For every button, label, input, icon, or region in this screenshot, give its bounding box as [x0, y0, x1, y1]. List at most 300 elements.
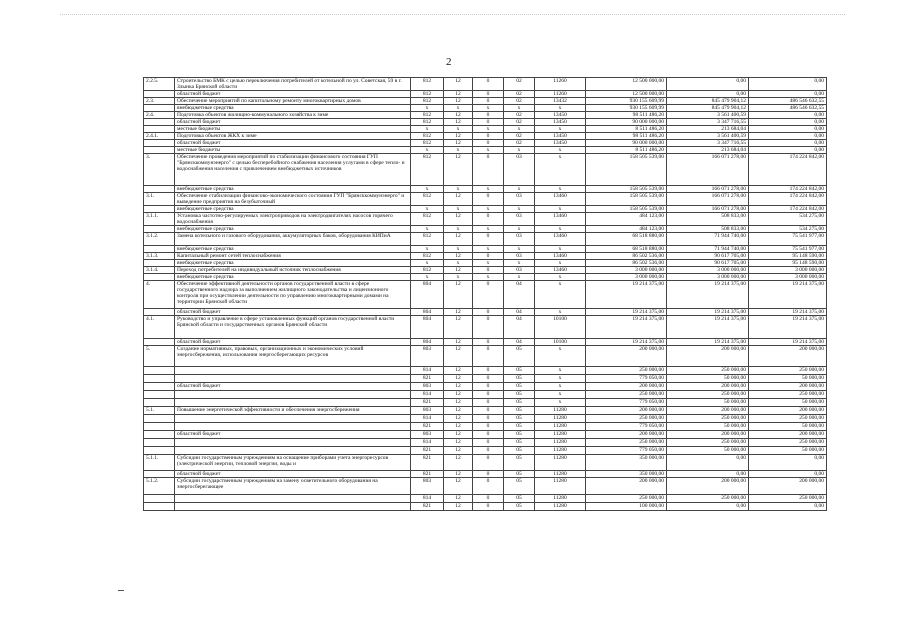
code-subprogram-cell: 0 [473, 431, 504, 439]
amount-year2-cell: 50 000,00 [667, 375, 749, 383]
code-program-cell: 12 [444, 391, 473, 399]
row-number-cell [144, 147, 175, 154]
code-event-cell: 02 [504, 119, 535, 126]
code-event-cell: 04 [504, 339, 535, 346]
code-program-cell: 12 [444, 213, 473, 226]
amount-year3-cell: 174 224 842,00 [749, 193, 827, 206]
code-program-cell: x [444, 126, 473, 133]
amount-year3-cell: 250 000,00 [749, 367, 827, 375]
row-number-cell [144, 415, 175, 423]
table-row [144, 447, 827, 455]
code-admin-cell: x [411, 246, 444, 253]
row-name-cell: внебюджетные средства [175, 105, 411, 112]
code-subprogram-cell: 0 [473, 471, 504, 478]
row-name-cell [175, 495, 411, 503]
amount-year1-cell: 930 155 609,99 [586, 98, 667, 105]
code-direction-cell: 11280 [535, 423, 586, 431]
amount-year3-cell: 250 000,00 [749, 415, 827, 423]
code-program-cell: x [444, 186, 473, 193]
amount-year1-cell: 779 050,00 [586, 447, 667, 455]
amount-year2-cell: 200 000,00 [667, 346, 749, 367]
code-direction-cell: x [535, 375, 586, 383]
code-event-cell: 03 [504, 233, 535, 246]
code-subprogram-cell: 0 [473, 407, 504, 415]
code-subprogram-cell: 0 [473, 391, 504, 399]
amount-year2-cell: 250 000,00 [667, 495, 749, 503]
code-direction-cell: x [535, 274, 586, 281]
code-program-cell: 12 [444, 439, 473, 447]
amount-year3-cell: 19 214 375,00 [749, 339, 827, 346]
amount-year1-cell: 158 505 539,00 [586, 186, 667, 193]
amount-year1-cell: 8 511 486,20 [586, 147, 667, 154]
amount-year2-cell: 166 071 278,00 [667, 186, 749, 193]
row-name-cell: областной бюджет [175, 383, 411, 391]
code-subprogram-cell: 0 [473, 119, 504, 126]
row-name-cell [175, 367, 411, 375]
amount-year3-cell: 50 000,00 [749, 375, 827, 383]
row-number-cell [144, 391, 175, 399]
code-admin-cell: 804 [411, 281, 444, 309]
code-program-cell: 12 [444, 503, 473, 511]
amount-year2-cell: 200 000,00 [667, 407, 749, 415]
code-program-cell: 12 [444, 447, 473, 455]
code-subprogram-cell: 0 [473, 503, 504, 511]
table-row [144, 503, 827, 511]
table-row [144, 112, 827, 119]
row-number-cell [144, 503, 175, 511]
amount-year3-cell: 0,00 [749, 112, 827, 119]
budget-table-body [144, 78, 827, 511]
table-row [144, 346, 827, 367]
row-name-cell: Строительство БМК с целью переключения потребителей от котельной по ул. Советская, 59 в г. Злынка Брянской области [175, 78, 411, 91]
row-name-cell: Подготовка объектов ЖКХ к зиме [175, 133, 411, 140]
amount-year2-cell: 19 214 375,00 [667, 281, 749, 309]
row-name-cell: внебюджетные средства [175, 260, 411, 267]
code-direction-cell: x [535, 126, 586, 133]
code-admin-cell: 814 [411, 495, 444, 503]
table-row [144, 478, 827, 495]
amount-year1-cell: 68 518 880,00 [586, 233, 667, 246]
code-event-cell: x [504, 226, 535, 233]
code-admin-cell: 803 [411, 431, 444, 439]
amount-year3-cell: 174 224 842,00 [749, 206, 827, 213]
code-event-cell: 05 [504, 455, 535, 471]
row-number-cell: 5.1. [144, 407, 175, 415]
code-direction-cell: x [535, 309, 586, 316]
amount-year1-cell: 158 505 539,00 [586, 206, 667, 213]
code-program-cell: 12 [444, 316, 473, 339]
code-admin-cell: x [411, 274, 444, 281]
row-number-cell [144, 447, 175, 455]
row-name-cell: Установка частотно-регулируемых электроприводов на электродвигателях насосов горячего водоснабжения [175, 213, 411, 226]
code-direction-cell: x [535, 147, 586, 154]
code-subprogram-cell: 0 [473, 316, 504, 339]
code-admin-cell: 803 [411, 407, 444, 415]
code-direction-cell: 11280 [535, 439, 586, 447]
amount-year3-cell: 250 000,00 [749, 495, 827, 503]
code-event-cell: 02 [504, 140, 535, 147]
code-admin-cell: 803 [411, 346, 444, 367]
code-direction-cell: x [535, 383, 586, 391]
code-subprogram-cell: 0 [473, 78, 504, 91]
table-row [144, 206, 827, 213]
code-direction-cell: x [535, 346, 586, 367]
code-direction-cell: 13460 [535, 253, 586, 260]
row-name-cell: областной бюджет [175, 91, 411, 98]
code-program-cell: 12 [444, 78, 473, 91]
code-direction-cell: x [535, 399, 586, 407]
amount-year1-cell: 250 000,00 [586, 367, 667, 375]
row-number-cell [144, 339, 175, 346]
row-number-cell: 5.1.2. [144, 478, 175, 495]
code-event-cell: 05 [504, 367, 535, 375]
amount-year3-cell: 0,00 [749, 503, 827, 511]
row-name-cell: Обеспечение стабилизации финансово-экономического состояния ГУП "Брянсккоммунэнерго" и выведение предприятия на безубыточный [175, 193, 411, 206]
table-row [144, 105, 827, 112]
table-row [144, 471, 827, 478]
amount-year2-cell: 200 000,00 [667, 431, 749, 439]
amount-year3-cell: 3 000 000,00 [749, 274, 827, 281]
row-name-cell: Замена котельного и газового оборудования, аккумуляторных баков, оборудования КИПиА [175, 233, 411, 246]
row-name-cell: Повышение энергетической эффективности и обеспечения энергосбережения [175, 407, 411, 415]
code-subprogram-cell: 0 [473, 140, 504, 147]
code-event-cell: 04 [504, 281, 535, 309]
table-row [144, 375, 827, 383]
amount-year2-cell: 213 684,04 [667, 126, 749, 133]
row-number-cell [144, 274, 175, 281]
code-program-cell: 12 [444, 478, 473, 495]
amount-year1-cell: 90 000 000,00 [586, 119, 667, 126]
code-subprogram-cell: 0 [473, 133, 504, 140]
row-number-cell [144, 226, 175, 233]
row-number-cell: 3.1. [144, 193, 175, 206]
table-row [144, 154, 827, 186]
code-subprogram-cell: x [473, 147, 504, 154]
amount-year2-cell: 250 000,00 [667, 391, 749, 399]
code-subprogram-cell: x [473, 246, 504, 253]
row-name-cell: областной бюджет [175, 309, 411, 316]
code-direction-cell: 11280 [535, 471, 586, 478]
row-number-cell [144, 309, 175, 316]
amount-year1-cell: 779 050,00 [586, 399, 667, 407]
code-direction-cell: x [535, 260, 586, 267]
row-number-cell [144, 126, 175, 133]
code-event-cell: x [504, 105, 535, 112]
amount-year3-cell: 486 546 632,55 [749, 98, 827, 105]
amount-year1-cell: 12 500 000,00 [586, 91, 667, 98]
amount-year2-cell: 90 617 705,00 [667, 253, 749, 260]
table-row [144, 98, 827, 105]
code-subprogram-cell: 0 [473, 447, 504, 455]
code-program-cell: 12 [444, 367, 473, 375]
amount-year3-cell: 0,00 [749, 140, 827, 147]
code-program-cell: 12 [444, 431, 473, 439]
code-admin-cell: 812 [411, 119, 444, 126]
row-name-cell [175, 503, 411, 511]
row-number-cell [144, 471, 175, 478]
table-row [144, 399, 827, 407]
code-direction-cell: 13450 [535, 119, 586, 126]
table-row [144, 253, 827, 260]
code-subprogram-cell: 0 [473, 281, 504, 309]
row-number-cell: 4.1. [144, 316, 175, 339]
amount-year1-cell: 86 502 536,00 [586, 253, 667, 260]
code-admin-cell: 804 [411, 339, 444, 346]
code-admin-cell: 812 [411, 213, 444, 226]
code-subprogram-cell: 0 [473, 399, 504, 407]
row-name-cell: Субсидии государственным учреждениям на замену осветительного оборудования на энергосберегающее [175, 478, 411, 495]
table-row [144, 423, 827, 431]
amount-year1-cell: 930 155 609,99 [586, 105, 667, 112]
amount-year2-cell: 90 617 705,00 [667, 260, 749, 267]
row-name-cell [175, 439, 411, 447]
code-program-cell: x [444, 260, 473, 267]
code-direction-cell: 11260 [535, 91, 586, 98]
table-row [144, 226, 827, 233]
amount-year2-cell: 50 000,00 [667, 423, 749, 431]
amount-year1-cell: 200 000,00 [586, 431, 667, 439]
table-row [144, 439, 827, 447]
code-program-cell: x [444, 105, 473, 112]
amount-year2-cell: 71 944 740,00 [667, 233, 749, 246]
code-subprogram-cell: x [473, 226, 504, 233]
table-row [144, 260, 827, 267]
row-name-cell: областной бюджет [175, 140, 411, 147]
amount-year3-cell: 200 000,00 [749, 478, 827, 495]
code-subprogram-cell: 0 [473, 478, 504, 495]
row-name-cell: Капитальный ремонт сетей теплоснабжения [175, 253, 411, 260]
amount-year2-cell: 508 833,00 [667, 213, 749, 226]
row-name-cell: внебюджетные средства [175, 274, 411, 281]
amount-year2-cell: 213 684,04 [667, 147, 749, 154]
row-name-cell: внебюджетные средства [175, 226, 411, 233]
amount-year2-cell: 166 071 278,00 [667, 154, 749, 186]
row-number-cell [144, 367, 175, 375]
code-direction-cell: 13450 [535, 133, 586, 140]
row-name-cell [175, 423, 411, 431]
code-admin-cell: 814 [411, 415, 444, 423]
table-row [144, 309, 827, 316]
code-event-cell: 05 [504, 375, 535, 383]
amount-year3-cell: 0,00 [749, 471, 827, 478]
code-event-cell: 03 [504, 213, 535, 226]
amount-year1-cell: 200 000,00 [586, 383, 667, 391]
amount-year3-cell: 250 000,00 [749, 439, 827, 447]
code-admin-cell: 821 [411, 447, 444, 455]
code-admin-cell: 812 [411, 193, 444, 206]
code-admin-cell: x [411, 126, 444, 133]
amount-year2-cell: 71 944 740,00 [667, 246, 749, 253]
amount-year3-cell: 0,00 [749, 126, 827, 133]
code-event-cell: 03 [504, 154, 535, 186]
row-number-cell: 2.3. [144, 98, 175, 105]
table-row [144, 126, 827, 133]
table-row [144, 455, 827, 471]
code-event-cell: x [504, 274, 535, 281]
row-number-cell [144, 375, 175, 383]
code-subprogram-cell: 0 [473, 423, 504, 431]
code-admin-cell: 814 [411, 367, 444, 375]
amount-year2-cell: 3 000 000,00 [667, 274, 749, 281]
table-row [144, 78, 827, 91]
amount-year1-cell: 86 502 536,00 [586, 260, 667, 267]
code-event-cell: 02 [504, 98, 535, 105]
table-row [144, 274, 827, 281]
row-name-cell: Обеспечение мероприятий по капитальному ремонту многоквартирных домов [175, 98, 411, 105]
code-direction-cell: 10100 [535, 316, 586, 339]
code-event-cell: 05 [504, 415, 535, 423]
code-subprogram-cell: 0 [473, 455, 504, 471]
table-row [144, 213, 827, 226]
code-subprogram-cell: 0 [473, 383, 504, 391]
code-event-cell: 05 [504, 399, 535, 407]
amount-year2-cell: 3 347 716,55 [667, 119, 749, 126]
code-admin-cell: 804 [411, 316, 444, 339]
code-program-cell: 12 [444, 133, 473, 140]
code-program-cell: 12 [444, 233, 473, 246]
row-name-cell [175, 391, 411, 399]
row-number-cell: 3.1.4. [144, 267, 175, 274]
code-subprogram-cell: 0 [473, 267, 504, 274]
amount-year2-cell: 19 214 375,00 [667, 309, 749, 316]
row-number-cell [144, 246, 175, 253]
code-admin-cell: 821 [411, 471, 444, 478]
row-name-cell: Обеспечение проведения мероприятий по стабилизации финансового состояния ГУП "Брянсккоммунэнерго" с целью бесперебойного снабжения населения услугами в сфере тепло- и водоснабжения населения с привлечением внебюджетных источников [175, 154, 411, 186]
code-direction-cell: x [535, 281, 586, 309]
row-number-cell: 5. [144, 346, 175, 367]
row-name-cell: Субсидии государственным учреждениям на оснащение приборами учета энергоресурсов (электрической энергии, тепловой энергии, воды и [175, 455, 411, 471]
table-row [144, 431, 827, 439]
amount-year2-cell: 50 000,00 [667, 447, 749, 455]
code-event-cell: 03 [504, 253, 535, 260]
code-event-cell: x [504, 206, 535, 213]
row-name-cell: Подготовка объектов жилищно-коммунального хозяйства к зиме [175, 112, 411, 119]
amount-year2-cell: 19 214 375,00 [667, 316, 749, 339]
amount-year3-cell: 174 224 842,00 [749, 154, 827, 186]
amount-year3-cell: 19 214 375,00 [749, 316, 827, 339]
amount-year2-cell: 3 561 400,59 [667, 133, 749, 140]
row-number-cell: 3.1.1. [144, 213, 175, 226]
amount-year2-cell: 166 071 278,00 [667, 193, 749, 206]
code-program-cell: 12 [444, 98, 473, 105]
code-direction-cell: x [535, 367, 586, 375]
amount-year1-cell: 12 500 000,00 [586, 78, 667, 91]
row-name-cell [175, 399, 411, 407]
amount-year3-cell: 200 000,00 [749, 407, 827, 415]
amount-year2-cell: 166 071 278,00 [667, 206, 749, 213]
code-event-cell: 02 [504, 91, 535, 98]
code-event-cell: 05 [504, 503, 535, 511]
amount-year3-cell: 0,00 [749, 119, 827, 126]
code-subprogram-cell: x [473, 105, 504, 112]
amount-year3-cell: 50 000,00 [749, 399, 827, 407]
code-program-cell: x [444, 246, 473, 253]
amount-year3-cell: 50 000,00 [749, 423, 827, 431]
code-event-cell: x [504, 246, 535, 253]
row-name-cell: Руководство и управление в сфере установленных функций органов государственной власти Брянской области и государственных органов Брянской области [175, 316, 411, 339]
amount-year2-cell: 0,00 [667, 78, 749, 91]
row-number-cell: 3.1.2. [144, 233, 175, 246]
row-number-cell [144, 119, 175, 126]
row-name-cell: областной бюджет [175, 471, 411, 478]
code-event-cell: 05 [504, 346, 535, 367]
amount-year1-cell: 250 000,00 [586, 439, 667, 447]
code-subprogram-cell: 0 [473, 213, 504, 226]
code-admin-cell: 821 [411, 423, 444, 431]
code-program-cell: 12 [444, 346, 473, 367]
code-event-cell: x [504, 147, 535, 154]
code-program-cell: 12 [444, 383, 473, 391]
amount-year3-cell: 486 546 632,55 [749, 105, 827, 112]
amount-year1-cell: 484 123,00 [586, 213, 667, 226]
amount-year3-cell: 200 000,00 [749, 346, 827, 367]
row-number-cell [144, 91, 175, 98]
table-row [144, 383, 827, 391]
code-admin-cell: 821 [411, 375, 444, 383]
code-admin-cell: 814 [411, 439, 444, 447]
table-row [144, 391, 827, 399]
amount-year1-cell: 200 000,00 [586, 478, 667, 495]
code-direction-cell: 13460 [535, 267, 586, 274]
row-name-cell [175, 375, 411, 383]
code-admin-cell: 804 [411, 309, 444, 316]
code-subprogram-cell: x [473, 126, 504, 133]
row-number-cell: 3. [144, 154, 175, 186]
code-program-cell: x [444, 206, 473, 213]
code-direction-cell: x [535, 154, 586, 186]
amount-year3-cell: 250 000,00 [749, 391, 827, 399]
table-row [144, 316, 827, 339]
amount-year2-cell: 50 000,00 [667, 399, 749, 407]
code-admin-cell: 812 [411, 98, 444, 105]
code-program-cell: 12 [444, 154, 473, 186]
code-program-cell: 12 [444, 495, 473, 503]
code-admin-cell: x [411, 105, 444, 112]
row-name-cell: местные бюджеты [175, 126, 411, 133]
code-admin-cell: 821 [411, 399, 444, 407]
amount-year3-cell: 95 148 590,00 [749, 253, 827, 260]
code-event-cell: 02 [504, 133, 535, 140]
amount-year2-cell: 250 000,00 [667, 415, 749, 423]
code-admin-cell: 812 [411, 154, 444, 186]
code-event-cell: 05 [504, 407, 535, 415]
code-direction-cell: x [535, 206, 586, 213]
table-row [144, 495, 827, 503]
amount-year3-cell: 95 148 590,00 [749, 260, 827, 267]
amount-year1-cell: 158 505 539,00 [586, 193, 667, 206]
code-subprogram-cell: 0 [473, 98, 504, 105]
amount-year3-cell: 174 224 842,00 [749, 186, 827, 193]
code-direction-cell: 11280 [535, 431, 586, 439]
code-event-cell: x [504, 260, 535, 267]
code-program-cell: 12 [444, 267, 473, 274]
code-admin-cell: x [411, 147, 444, 154]
code-subprogram-cell: 0 [473, 233, 504, 246]
code-program-cell: 12 [444, 399, 473, 407]
code-direction-cell: 13460 [535, 233, 586, 246]
amount-year3-cell: 75 541 977,00 [749, 233, 827, 246]
scan-artifact-line [60, 14, 845, 15]
code-event-cell: 03 [504, 193, 535, 206]
amount-year2-cell: 0,00 [667, 91, 749, 98]
code-event-cell: 05 [504, 447, 535, 455]
code-program-cell: 12 [444, 375, 473, 383]
table-row [144, 233, 827, 246]
amount-year1-cell: 200 000,00 [586, 346, 667, 367]
amount-year1-cell: 350 000,00 [586, 455, 667, 471]
code-program-cell: 12 [444, 471, 473, 478]
code-direction-cell: 11280 [535, 415, 586, 423]
